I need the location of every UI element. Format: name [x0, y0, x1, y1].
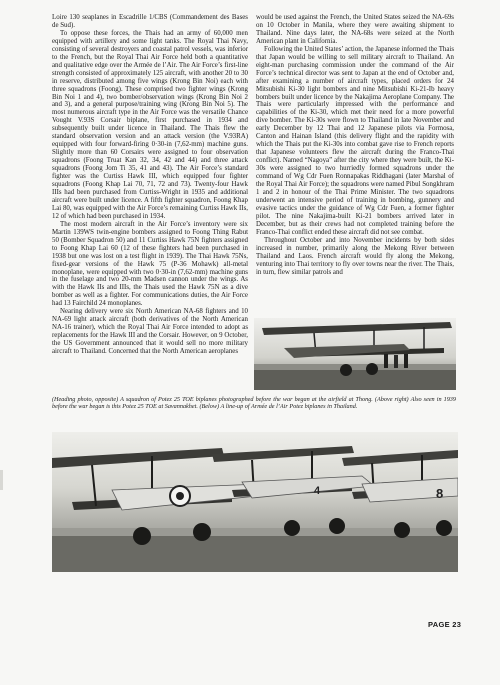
article-column-right	[256, 14, 454, 276]
biplane-illustration	[254, 318, 456, 390]
page-number: PAGE 23	[428, 620, 462, 629]
biplane-lineup-illustration	[52, 432, 458, 572]
photo-caption: (Heading photo, opposite) A squadron of Potez 25 TOE biplanes photographed before the war began at the airfield at Thong. (Above right) Also seen in 1939 before the war began is this Potez 25 TOE at Savannakhet. (Below) A line-up of Armée de l’Air Potez biplanes in Thailand.	[52, 396, 456, 411]
paragraph: Nearing delivery were six North American NA-68 fighters and 10 NA-69 light attack aircraft (both derivatives of the North American NA-16 trainer), which the Royal Thai Air Force intended to adopt as replacements for the Hawk III and the Corsair. However, on 9 October, the US Government announced that it would sell no more military aircraft to Thailand. Concerned that the North American aeroplanes	[52, 308, 248, 356]
aircraft-marking: 4	[314, 485, 321, 497]
photo-potez-savannakhet	[254, 318, 456, 390]
paragraph: To oppose these forces, the Thais had an army of 60,000 men equipped with artillery and some light tanks. The Royal Thai Navy, consisting of several destroyers and coastal patrol vessels, was inferior to the French, but the Royal Thai Air Force held both a quantitative and qualitative edge over the Armée de l’Air. The Air Force’s first-line strength consisted of approximately 125 aircraft, with another 20 to 30 in reserve, distributed among five wings (Krong Bin Noi) each with three squadrons (Foong). These comprised two fighter wings (Krong Bin Noi 1 and 4), two bomber/observation wings (Krong Bin Noi 2 and 3), and a general purpose/training wing (Krong Bin Noi 5). The most numerous aircraft type in the Air Force was the versatile Chance Vought V.93S Corsair biplane, first purchased in 1934 and subsequently built under licence in Thailand. The Thais flew the standard observation version and an attack version (the V.93RA) equipped with four forward-firing 0·30-in (7,62-mm) machine guns. Slightly more than 60 Corsairs were assigned to four observation squadrons (Foong Truat Kan 32, 34, 42 and 44) and three attack squadrons (Foong Jom Ti 35, 41 and 43). The Air Force’s standard fighter was the Curtiss Hawk III, which equipped four fighter squadrons (Foong Khap Lai 70, 71, 72 and 73). Twenty-four Hawk IIIs had been purchased from Curtiss-Wright in 1935 and additional aircraft were built under licence. A fifth fighter squadron, Foong Khap Lai 80, was equipped with the Air Force’s remaining Curtiss Hawk IIs, 12 of which had been purchased in 1934.	[52, 29, 248, 220]
article-column-left	[52, 14, 248, 356]
paragraph: Loire 130 seaplanes in Escadrille 1/CBS (Commandement des Bases de Sud).	[52, 14, 248, 29]
aircraft-marking: 8	[436, 486, 444, 501]
paragraph: Throughout October and into November incidents by both sides increased in number, primarily along the Mekong River between Thailand and Laos. French aircraft would fly along the Mekong, venturing into Thai territory to fly over towns near the river. The Thais, in turn, flew similar patrols and	[256, 236, 454, 276]
paragraph: The most modern aircraft in the Air Force’s inventory were six Martin 139WS twin-engine bombers assigned to Foong Thing Rabut 50 (Bomber Squadron 50) and 11 Curtiss Hawk 75N fighters assigned to Foong Khap Lai 60 (12 of these fighters had been purchased in 1938 but one was lost on a test flight in 1939). The Thai Hawk 75Ns, fixed-gear versions of the Hawk 75 (P-36 Mohawk) all-metal monoplane, were equipped with two 0·30-in (7,62-mm) machine guns in the fuselage and two 20-mm Madsen cannon under the wings. As with the Hawk IIs and IIIs, the Thais used the Hawk 75N as a dive bomber as well as a fighter. For communications duties, the Air Force had 13 Fairchild 24 monoplanes.	[52, 220, 248, 308]
paragraph: Following the United States’ action, the Japanese informed the Thais that Japan would be willing to sell military aircraft to Thailand. An eight-man purchasing commission under the command of the Air Force’s technical director was sent to Japan at the end of October and, after examining a number of aircraft types, placed orders for 24 Mitsubishi Ki-30 light bombers and nine Mitsubishi Ki-21-Ib heavy bombers built under licence by the Nakajima Aeroplane Company. The Thais were particularly impressed with the performance and capabilities of the Ki-30, which met their need for a more powerful dive bomber. The Ki-30s were flown to Thailand in late November and early December by 12 Thai and 12 Japanese pilots via Formosa, Canton and Hainan Island (this delivery flight and the rapidity with which the Thais put the Ki-30s into combat gave rise to French reports that Japanese volunteers flew the aircraft during the Franco-Thai conflict). Named “Nagoya” after the city where they were built, the Ki-30s were assigned to two hurriedly formed squadrons under the command of Wg Cdr Fuen Ronnapakas Riddhagani (later Marshal of the Royal Thai Air Force); the squadrons were named Pibul Songkhram 1 and 2 in honour of the Thai Prime Minister. The two squadrons underwent an intensive period of training in bombing, gunnery and evasive tactics under the guidance of Wg Cdr Fuen, a former fighter pilot. The nine Nakajima-built Ki-21 bombers arrived later in December, but as their crews had not completed training before the Franco-Thai conflict ended these aircraft did not see combat.	[256, 45, 454, 236]
paragraph: would be used against the French, the United States seized the NA-69s on 10 October in Manila, where they were awaiting shipment to Thailand. Nine days later, the NA-68s were seized at the North American plant in California.	[256, 14, 454, 45]
photo-potez-lineup	[52, 432, 458, 572]
scan-edge-mark	[0, 470, 3, 490]
biplane-3	[342, 450, 458, 538]
